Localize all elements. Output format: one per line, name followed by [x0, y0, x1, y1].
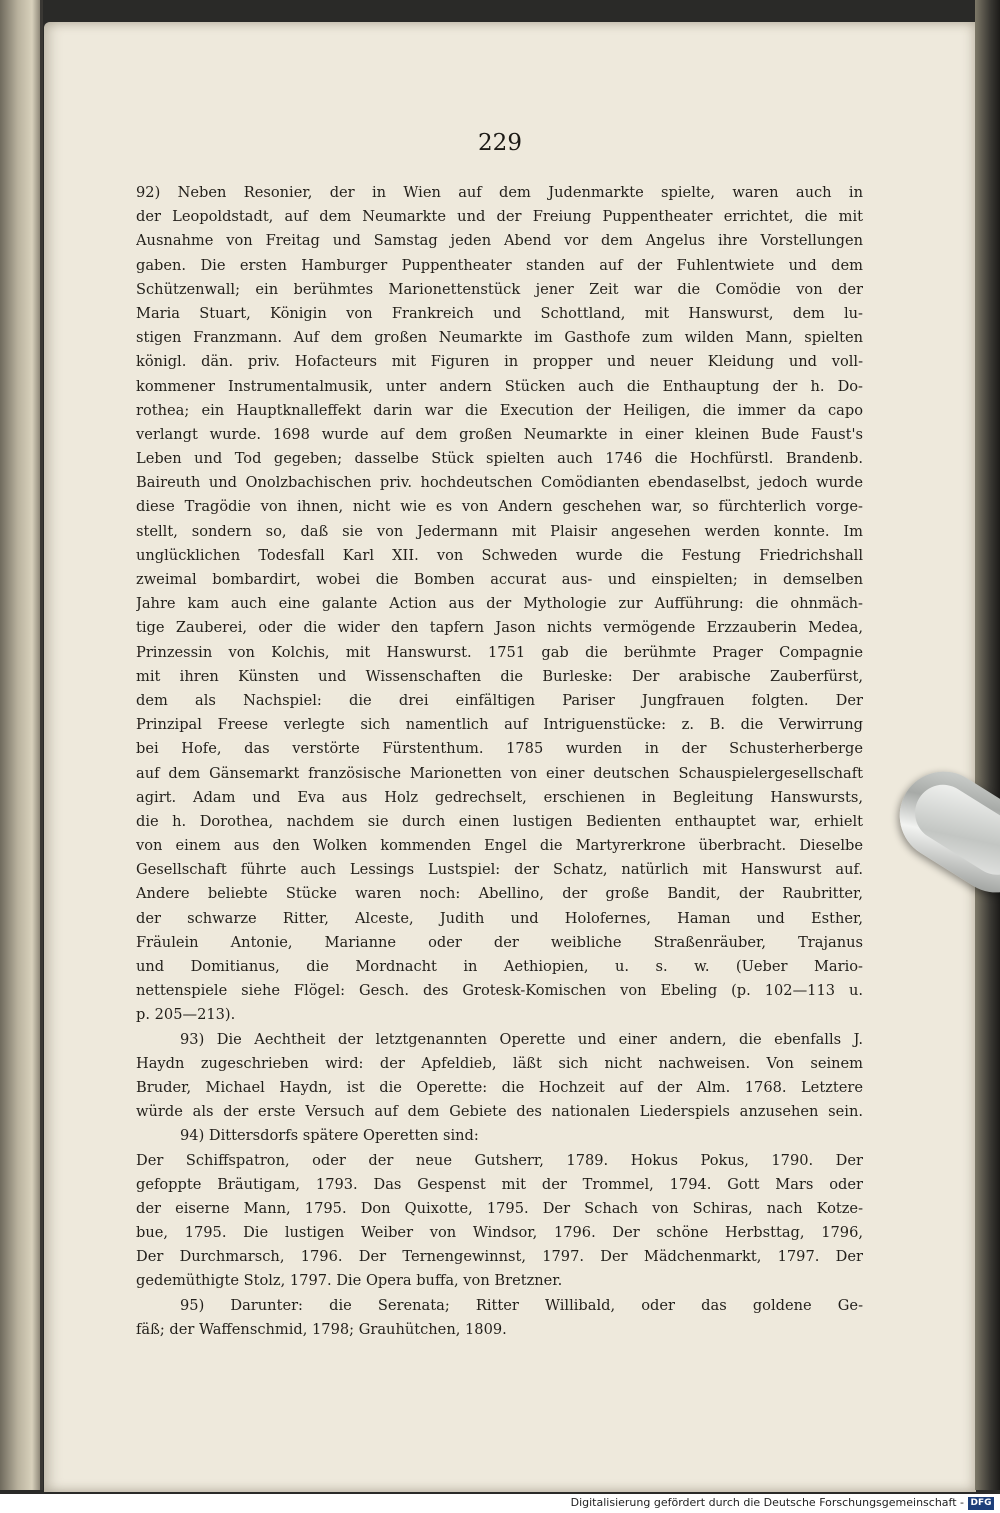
- text-line: rothea; ein Hauptknalleffekt darin war die Execution der Heiligen, die immer da capo: [136, 401, 863, 419]
- text-line: auf dem Gänsemarkt französische Marionetten von einer deutschen Schauspielergesellschaft: [136, 764, 863, 782]
- text-line: mit ihren Künsten und Wissenschaften die Burleske: Der arabische Zauberfürst,: [136, 667, 863, 685]
- text-line: Fräulein Antonie, Marianne oder der weibliche Straßenräuber, Trajanus: [136, 933, 863, 951]
- text-line: gefoppte Bräutigam, 1793. Das Gespenst mit der Trommel, 1794. Gott Mars oder: [136, 1175, 863, 1193]
- text-line: und Domitianus, die Mordnacht in Aethiopien, u. s. w. (Ueber Mario-: [136, 958, 863, 975]
- text-line: nettenspiele siehe Flögel: Gesch. des Grotesk-Komischen von Ebeling (p. 102—113 u.: [136, 982, 863, 1000]
- text-line: stigen Franzmann. Auf dem großen Neumarkte im Gasthofe zum wilden Mann, spielten: [136, 329, 863, 347]
- text-line: tige Zauberei, oder die wider den tapfern Jason nichts vermögende Erzzauberin Medea,: [136, 619, 863, 637]
- digitization-footer: [0, 1494, 1000, 1513]
- text-line: Maria Stuart, Königin von Frankreich und Schottland, mit Hanswurst, dem lu-: [136, 304, 863, 322]
- text-line: Schützenwall; ein berühmtes Marionettenstück jener Zeit war die Comödie von der: [136, 280, 863, 298]
- text-line: Der Schiffspatron, oder der neue Gutsherr, 1789. Hokus Pokus, 1790. Der: [136, 1151, 863, 1169]
- text-line: Bruder, Michael Haydn, ist die Operette: die Hochzeit auf der Alm. 1768. Letztere: [136, 1078, 863, 1096]
- text-line: der Leopoldstadt, auf dem Neumarkte und der Freiung Puppentheater errichtet, die mit: [136, 208, 863, 226]
- text-line: zweimal bombardirt, wobei die Bomben accurat aus- und einspielten; in demselben: [136, 571, 863, 588]
- text-line: gedemüthigte Stolz, 1797. Die Opera buffa, von Bretzner.: [136, 1272, 563, 1290]
- text-line: bue, 1795. Die lustigen Weiber von Windsor, 1796. Der schöne Herbsttag, 1796,: [136, 1224, 863, 1242]
- text-line: kommener Instrumentalmusik, unter andern Stücken auch die Enthauptung der h. Do-: [136, 377, 863, 395]
- text-line: 95) Darunter: die Serenata; Ritter Willibald, oder das goldene Ge-: [180, 1296, 863, 1314]
- page-number: 229: [478, 130, 522, 156]
- text-line: diese Tragödie von ihnen, nicht wie es von Andern geschehen war, so fürchterlich vorge-: [136, 498, 863, 516]
- footer-credit-text: Digitalisierung gefördert durch die Deutsche Forschungsgemeinschaft -: [570, 1496, 964, 1509]
- text-line: die h. Dorothea, nachdem sie durch einen lustigen Bedienten enthauptet war, erhielt: [136, 812, 863, 830]
- text-line: Andere beliebte Stücke waren noch: Abellino, der große Bandit, der Raubritter,: [136, 885, 863, 903]
- text-line: Prinzipal Freese verlegte sich namentlich auf Intriguenstücke: z. B. die Verwirrung: [136, 716, 863, 734]
- text-line: agirt. Adam und Eva aus Holz gedrechselt, erschienen in Begleitung Hanswursts,: [136, 788, 863, 806]
- text-line: fäß; der Waffenschmid, 1798; Grauhütchen, 1809.: [136, 1320, 507, 1338]
- text-line: Gesellschaft führte auch Lessings Lustspiel: der Schatz, natürlich mit Hanswurst auf.: [136, 861, 863, 879]
- text-line: von einem aus den Wolken kommenden Engel die Martyrerkrone überbracht. Dieselbe: [136, 837, 863, 855]
- text-line: stellt, sondern so, daß sie von Jedermann mit Plaisir angesehen werden konnte. Im: [136, 522, 863, 540]
- text-line: der eiserne Mann, 1795. Don Quixotte, 1795. Der Schach von Schiras, nach Kotze-: [136, 1199, 863, 1217]
- text-line: Ausnahme von Freitag und Samstag jeden Abend vor dem Angelus ihre Vorstellungen: [136, 232, 863, 250]
- text-line: königl. dän. priv. Hofacteurs mit Figuren in propper und neuer Kleidung und voll-: [136, 353, 863, 371]
- dfg-logo-icon: DFG: [968, 1497, 994, 1510]
- text-line: würde als der erste Versuch auf dem Gebiete des nationalen Liederspiels anzusehen sein.: [136, 1103, 863, 1121]
- text-line: p. 205—213).: [136, 1006, 236, 1024]
- text-line: Haydn zugeschrieben wird: der Apfeldieb, läßt sich nicht nachweisen. Von seinem: [136, 1054, 863, 1072]
- text-line: 94) Dittersdorfs spätere Operetten sind:: [180, 1127, 479, 1145]
- text-line: gaben. Die ersten Hamburger Puppentheater standen auf der Fuhlentwiete und dem: [136, 256, 863, 274]
- left-page-edge: [0, 0, 43, 1490]
- text-line: 93) Die Aechtheit der letztgenannten Operette und einer andern, die ebenfalls J.: [180, 1030, 863, 1048]
- text-line: Prinzessin von Kolchis, mit Hanswurst. 1751 gab die berühmte Prager Compagnie: [136, 643, 863, 661]
- text-line: bei Hofe, das verstörte Fürstenthum. 1785 wurden in der Schusterherberge: [136, 740, 863, 758]
- text-line: Der Durchmarsch, 1796. Der Ternengewinnst, 1797. Der Mädchenmarkt, 1797. Der: [136, 1248, 863, 1266]
- text-line: Jahre kam auch eine galante Action aus der Mythologie zur Aufführung: die ohnmäch-: [136, 595, 863, 613]
- footnote-text-block: [136, 181, 863, 1342]
- text-line: unglücklichen Todesfall Karl XII. von Schweden wurde die Festung Friedrichshall: [136, 546, 863, 564]
- text-line: 92) Neben Resonier, der in Wien auf dem Judenmarkte spielte, waren auch in: [136, 184, 863, 201]
- text-line: dem als Nachspiel: die drei einfältigen Pariser Jungfrauen folgten. Der: [136, 691, 863, 709]
- text-line: Leben und Tod gegeben; dasselbe Stück spielten auch 1746 die Hochfürstl. Brandenb.: [136, 450, 863, 468]
- right-page-edge: [975, 0, 1000, 1490]
- text-line: der schwarze Ritter, Alceste, Judith und Holofernes, Haman und Esther,: [136, 909, 863, 927]
- text-line: Baireuth und Onolzbachischen priv. hochdeutschen Comödianten ebendaselbst, jedoch wurde: [136, 474, 863, 492]
- text-line: verlangt wurde. 1698 wurde auf dem großen Neumarkte in einer kleinen Bude Faust's: [136, 425, 863, 443]
